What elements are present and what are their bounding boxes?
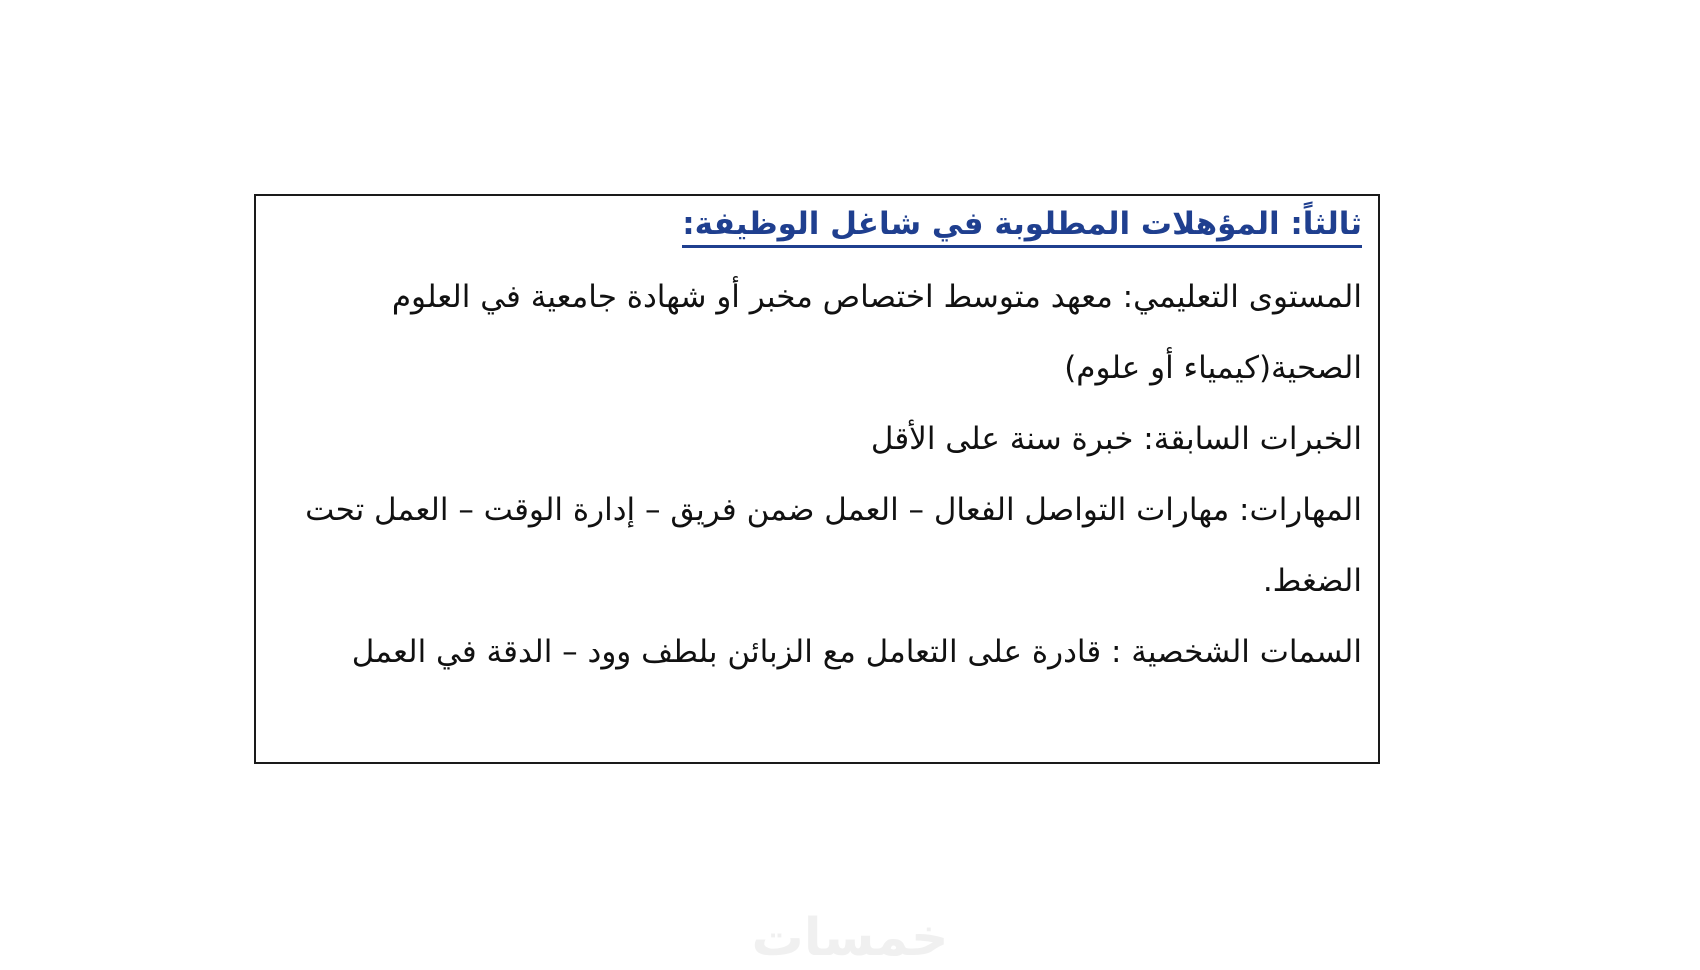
skills: المهارات: مهارات التواصل الفعال – العمل ضمن فريق – إدارة الوقت – العمل تحت الضغط. — [305, 492, 1362, 599]
education-level: المستوى التعليمي: معهد متوسط اختصاص مخبر أو شهادة جامعية في العلوم الصحية(كيمياء أو علوم) — [391, 279, 1362, 386]
previous-experience: الخبرات السابقة: خبرة سنة على الأقل — [870, 421, 1362, 457]
qualifications-box — [254, 194, 1380, 764]
section-heading: ثالثاً: المؤهلات المطلوبة في شاغل الوظيفة: — [682, 204, 1362, 248]
personal-traits: السمات الشخصية : قادرة على التعامل مع الزبائن بلطف وود – الدقة في العمل — [351, 634, 1362, 670]
watermark-logo: خمسات — [751, 908, 949, 968]
